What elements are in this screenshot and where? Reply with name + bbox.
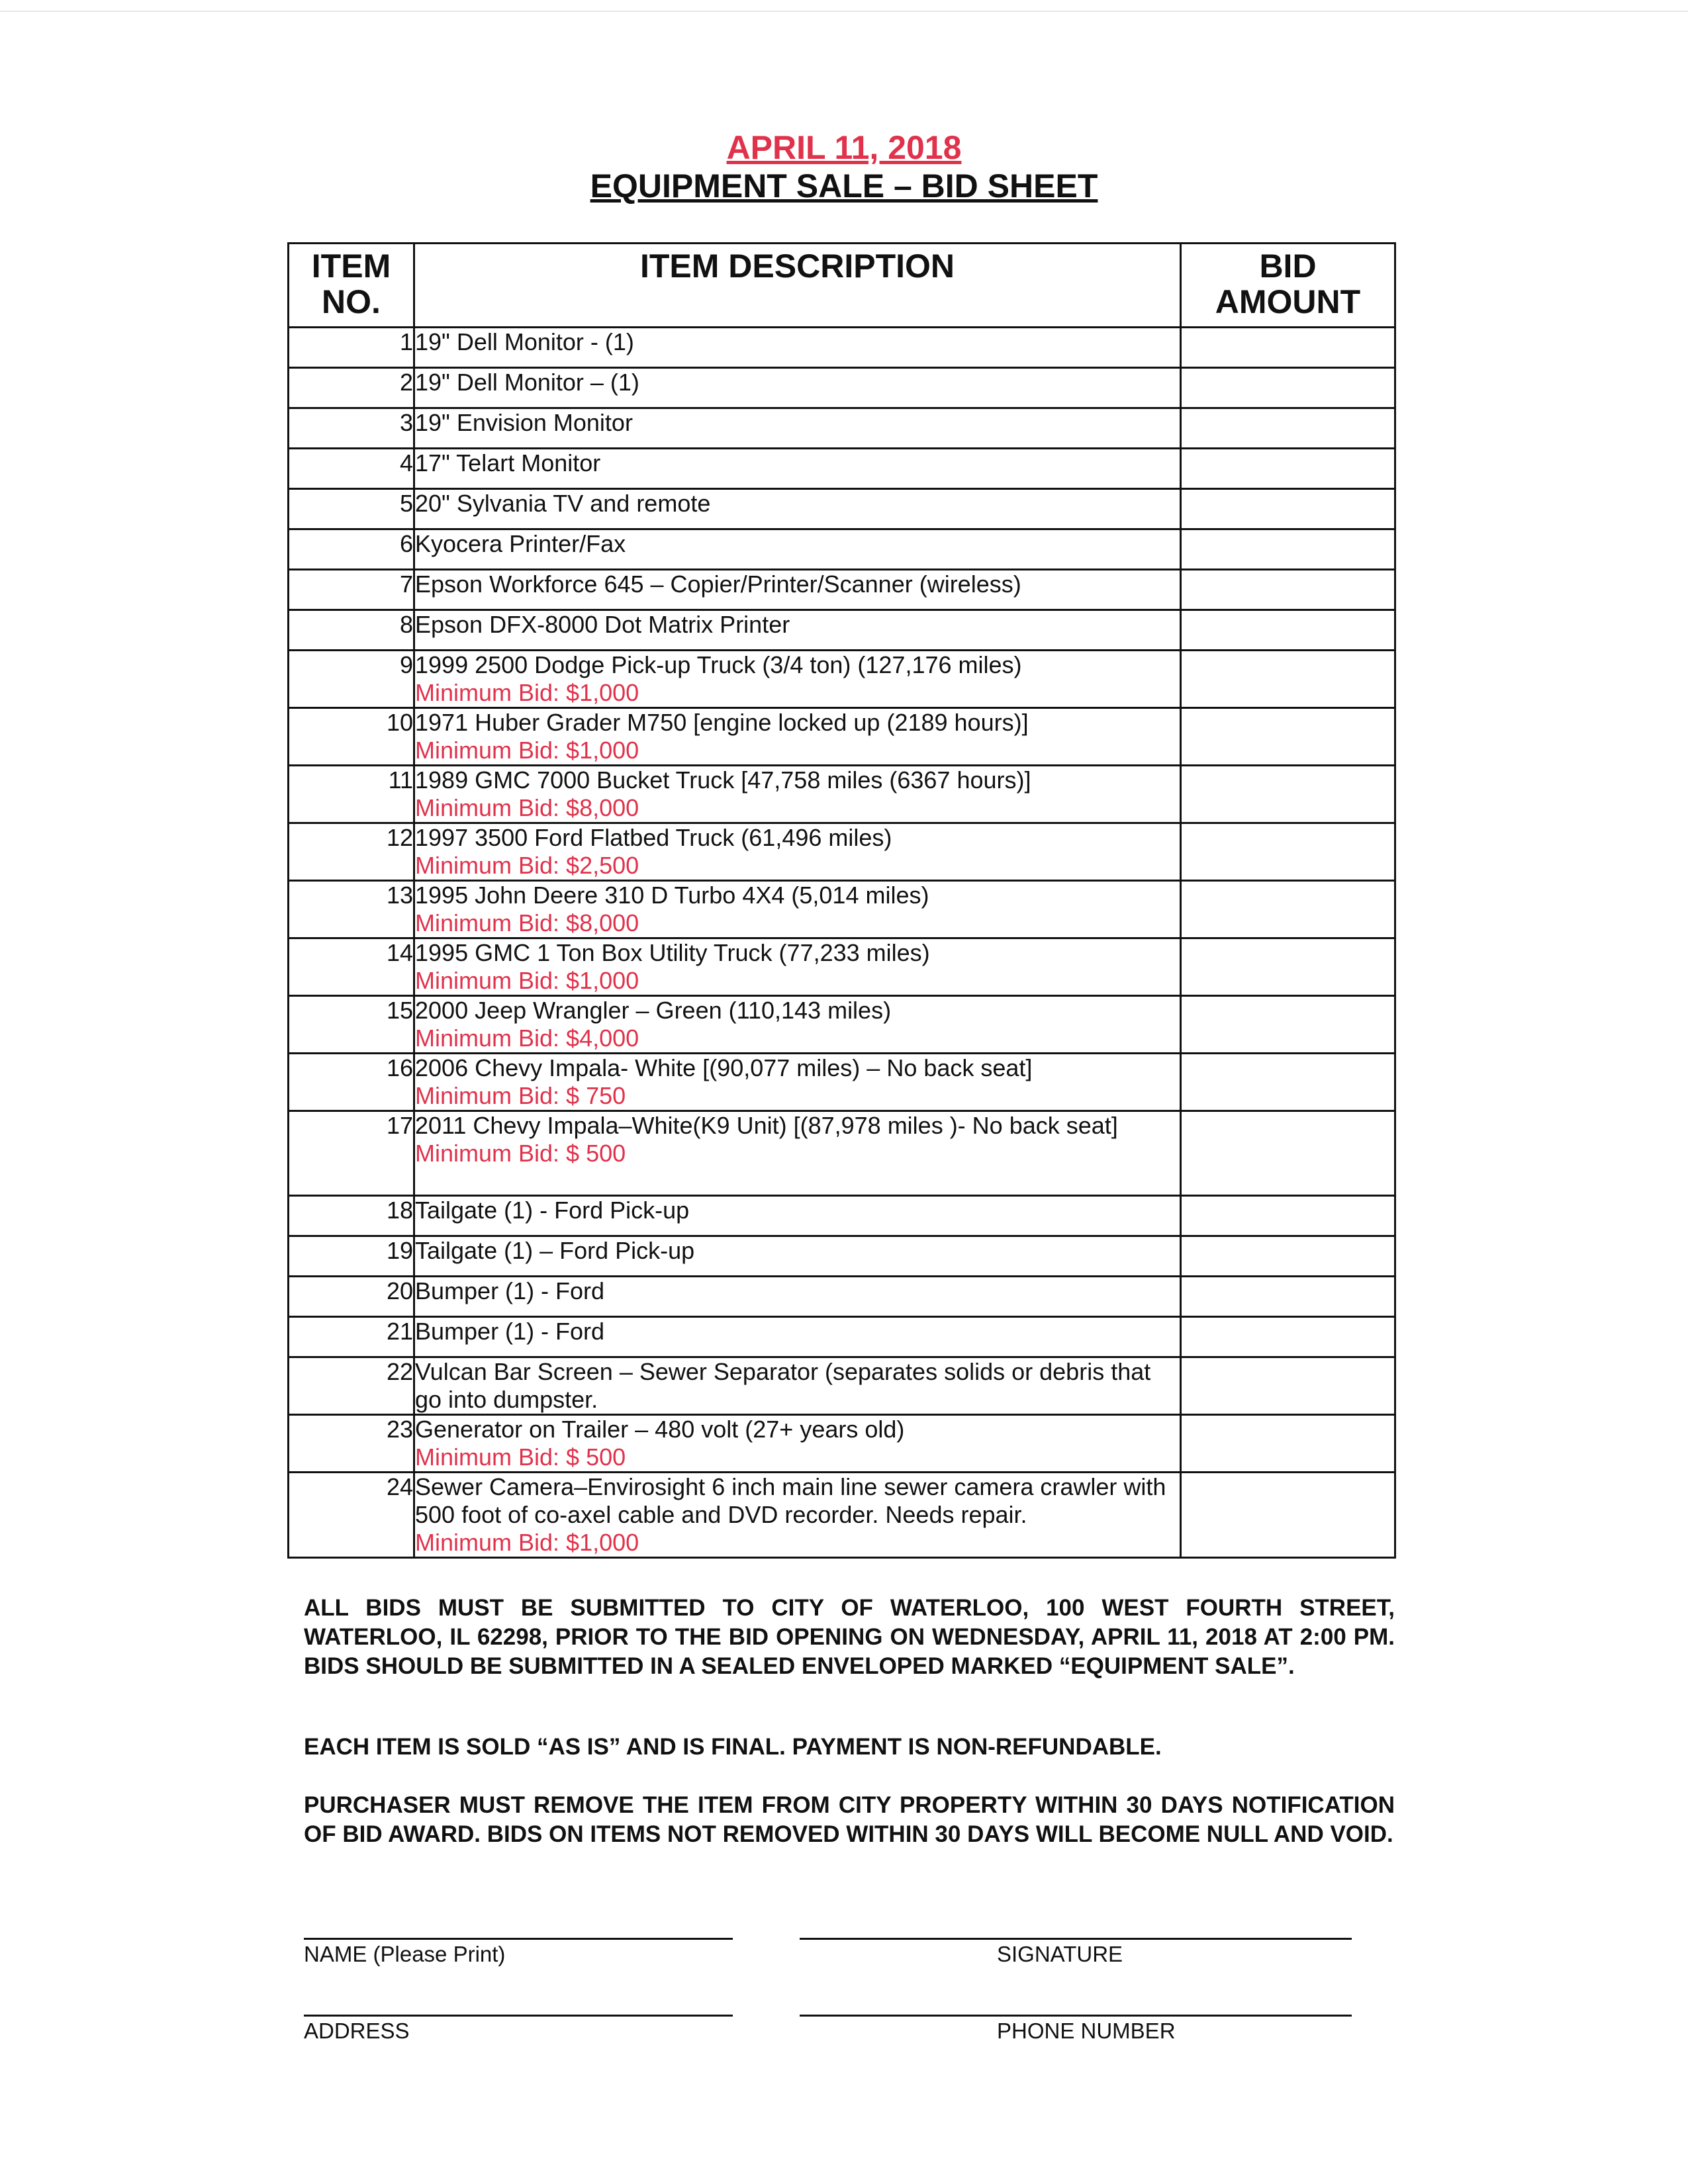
table-row [289,489,1395,529]
bid-amount-cell[interactable] [1181,1317,1395,1357]
table-row [289,570,1395,610]
item-description-text: Bumper (1) - Ford [415,1318,605,1345]
table-row [289,529,1395,570]
item-number: 17 [289,1111,414,1196]
item-description-text: Kyocera Printer/Fax [415,530,626,557]
item-description-text: Generator on Trailer – 480 volt (27+ years old) [415,1416,905,1443]
item-number: 23 [289,1415,414,1473]
item-description-text: 2011 Chevy Impala–White(K9 Unit) [(87,978 miles )- No back seat] [415,1112,1118,1139]
table-row [289,328,1395,368]
item-description-text: 19" Dell Monitor – (1) [415,369,639,396]
item-description-text: 19" Envision Monitor [415,409,633,436]
item-number: 3 [289,408,414,449]
bid-amount-cell[interactable] [1181,881,1395,938]
minimum-bid: Minimum Bid: $1,000 [415,1529,639,1556]
item-description-text: 2006 Chevy Impala- White [(90,077 miles) – No back seat] [415,1054,1033,1081]
item-description [414,1473,1181,1558]
header-item-no: ITEM NO. [289,244,414,328]
bid-amount-cell[interactable] [1181,449,1395,489]
table-row [289,766,1395,823]
address-label: ADDRESS [304,2019,410,2043]
item-number: 16 [289,1054,414,1111]
item-description [414,610,1181,651]
minimum-bid: Minimum Bid: $ 500 [415,1140,626,1167]
bid-amount-cell[interactable] [1181,1357,1395,1415]
item-number: 4 [289,449,414,489]
table-row [289,938,1395,996]
table-row [289,1357,1395,1415]
table-row [289,610,1395,651]
table-row [289,1196,1395,1236]
item-number: 5 [289,489,414,529]
table-row [289,1277,1395,1317]
bid-amount-cell[interactable] [1181,328,1395,368]
name-line[interactable] [304,1938,733,1940]
bid-amount-cell[interactable] [1181,1054,1395,1111]
item-description [414,1277,1181,1317]
item-number: 6 [289,529,414,570]
item-description-text: Tailgate (1) – Ford Pick-up [415,1237,695,1264]
table-row [289,449,1395,489]
table-row [289,708,1395,766]
item-description-text: Bumper (1) - Ford [415,1277,605,1304]
name-label: NAME (Please Print) [304,1942,506,1966]
item-number: 13 [289,881,414,938]
item-description-text: 19" Dell Monitor - (1) [415,328,634,355]
submission-notice: ALL BIDS MUST BE SUBMITTED TO CITY OF WATERLOO, 100 WEST FOURTH STREET, WATERLOO, IL 62298, PRIOR TO THE BID OPENING ON WEDNESDAY, APRIL 11, 2018 AT 2:00 PM. BIDS SHOULD BE SUBMITTED IN A SEALED ENVELOPED MARKED “EQUIPMENT SALE”. [304,1595,1395,1679]
header-bid-amount: BID AMOUNT [1181,244,1395,328]
item-description-text: Epson Workforce 645 – Copier/Printer/Scanner (wireless) [415,570,1021,598]
bid-amount-cell[interactable] [1181,1415,1395,1473]
table-row [289,1415,1395,1473]
page-title: EQUIPMENT SALE – BID SHEET [590,167,1098,205]
item-description [414,489,1181,529]
table-row [289,368,1395,408]
table-row [289,996,1395,1054]
bid-amount-cell[interactable] [1181,1473,1395,1558]
signature-line[interactable] [800,1938,1352,1940]
bid-amount-cell[interactable] [1181,1111,1395,1196]
item-description [414,708,1181,766]
item-description-text: 1999 2500 Dodge Pick-up Truck (3/4 ton) (127,176 miles) [415,651,1022,678]
item-description-text: 1989 GMC 7000 Bucket Truck [47,758 miles (6367 hours)] [415,766,1031,794]
item-description [414,1415,1181,1473]
bid-amount-cell[interactable] [1181,938,1395,996]
item-description-text: Sewer Camera–Envirosight 6 inch main line sewer camera crawler with 500 foot of co-axel cable and DVD recorder. Needs repair. [415,1473,1166,1528]
bid-amount-cell[interactable] [1181,368,1395,408]
item-description-text: Tailgate (1) - Ford Pick-up [415,1197,690,1224]
item-description [414,408,1181,449]
item-number: 10 [289,708,414,766]
item-number: 8 [289,610,414,651]
removal-notice: PURCHASER MUST REMOVE THE ITEM FROM CITY PROPERTY WITHIN 30 DAYS NOTIFICATION OF BID AWARD. BIDS ON ITEMS NOT REMOVED WITHIN 30 DAYS WILL BECOME NULL AND VOID. [304,1792,1395,1847]
table-row [289,823,1395,881]
minimum-bid: Minimum Bid: $1,000 [415,737,639,764]
minimum-bid: Minimum Bid: $8,000 [415,909,639,936]
minimum-bid: Minimum Bid: $8,000 [415,794,639,821]
item-description [414,1317,1181,1357]
bid-amount-cell[interactable] [1181,489,1395,529]
phone-label: PHONE NUMBER [997,2019,1176,2043]
item-description [414,570,1181,610]
bid-amount-cell[interactable] [1181,1277,1395,1317]
bid-table [287,242,1396,1559]
bid-table-body [289,328,1395,1558]
table-row [289,1111,1395,1196]
bid-amount-cell[interactable] [1181,823,1395,881]
item-number: 18 [289,1196,414,1236]
bid-amount-cell[interactable] [1181,1196,1395,1236]
item-number: 11 [289,766,414,823]
item-description-text: 1995 GMC 1 Ton Box Utility Truck (77,233 miles) [415,939,930,966]
item-description [414,449,1181,489]
item-description [414,1357,1181,1415]
table-row [289,408,1395,449]
item-description [414,823,1181,881]
bid-amount-cell[interactable] [1181,708,1395,766]
item-description [414,651,1181,708]
item-description [414,1054,1181,1111]
table-row [289,881,1395,938]
scan-edge-rule [0,11,1688,12]
item-description [414,938,1181,996]
table-row [289,1236,1395,1277]
item-number: 1 [289,328,414,368]
table-row [289,1317,1395,1357]
bid-amount-cell[interactable] [1181,529,1395,570]
table-row [289,1473,1395,1558]
item-number: 19 [289,1236,414,1277]
item-description [414,996,1181,1054]
item-description [414,529,1181,570]
bid-amount-cell[interactable] [1181,651,1395,708]
item-number: 9 [289,651,414,708]
item-description [414,328,1181,368]
minimum-bid: Minimum Bid: $1,000 [415,967,639,994]
item-number: 15 [289,996,414,1054]
minimum-bid: Minimum Bid: $1,000 [415,679,639,706]
item-description-text: 1971 Huber Grader M750 [engine locked up (2189 hours)] [415,709,1029,736]
table-row [289,651,1395,708]
item-description [414,881,1181,938]
item-number: 2 [289,368,414,408]
item-description [414,1236,1181,1277]
bid-amount-cell[interactable] [1181,610,1395,651]
bid-amount-cell[interactable] [1181,996,1395,1054]
item-description-text: 2000 Jeep Wrangler – Green (110,143 miles) [415,997,892,1024]
item-description [414,1111,1181,1196]
bid-amount-cell[interactable] [1181,408,1395,449]
phone-line[interactable] [800,2015,1352,2017]
bid-amount-cell[interactable] [1181,1236,1395,1277]
item-description [414,766,1181,823]
minimum-bid: Minimum Bid: $ 750 [415,1082,626,1109]
minimum-bid: Minimum Bid: $4,000 [415,1024,639,1052]
bid-amount-cell[interactable] [1181,766,1395,823]
minimum-bid: Minimum Bid: $2,500 [415,852,639,879]
sale-date: APRIL 11, 2018 [726,129,962,166]
item-number: 21 [289,1317,414,1357]
item-number: 12 [289,823,414,881]
address-line[interactable] [304,2015,733,2017]
item-description [414,368,1181,408]
minimum-bid: Minimum Bid: $ 500 [415,1443,626,1471]
item-number: 7 [289,570,414,610]
table-header-row [289,244,1395,328]
item-description-text: Vulcan Bar Screen – Sewer Separator (separates solids or debris that go into dumpster. [415,1358,1151,1413]
item-number: 14 [289,938,414,996]
item-description-text: 17" Telart Monitor [415,449,601,477]
item-description-text: 1995 John Deere 310 D Turbo 4X4 (5,014 miles) [415,882,929,909]
item-description [414,1196,1181,1236]
as-is-notice: EACH ITEM IS SOLD “AS IS” AND IS FINAL. PAYMENT IS NON-REFUNDABLE. [304,1734,1162,1760]
bid-amount-cell[interactable] [1181,570,1395,610]
header-item-description: ITEM DESCRIPTION [414,244,1181,328]
table-row [289,1054,1395,1111]
item-number: 24 [289,1473,414,1558]
signature-label: SIGNATURE [997,1942,1123,1966]
item-description-text: Epson DFX-8000 Dot Matrix Printer [415,611,790,638]
item-description-text: 1997 3500 Ford Flatbed Truck (61,496 miles) [415,824,892,851]
item-description-text: 20" Sylvania TV and remote [415,490,711,517]
item-number: 20 [289,1277,414,1317]
item-number: 22 [289,1357,414,1415]
